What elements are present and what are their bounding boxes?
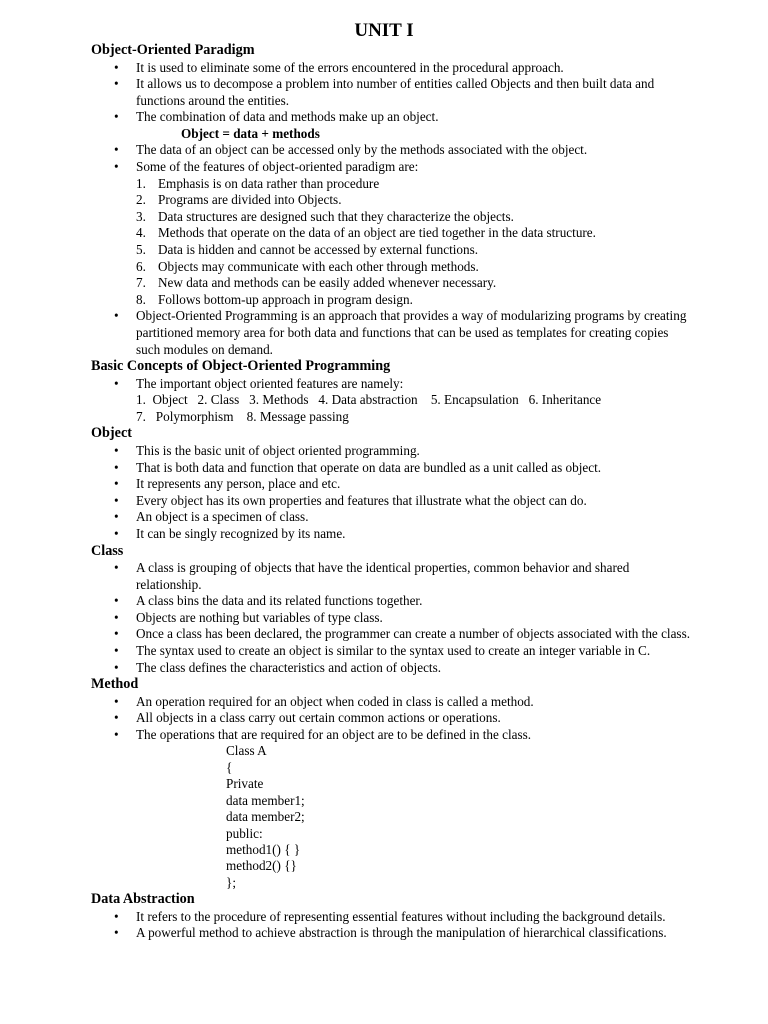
list-item: • Objects are nothing but variables of type class.: [91, 610, 691, 627]
code-sample: [91, 743, 691, 891]
list-item: • The combination of data and methods make up an object.: [91, 109, 691, 126]
feature-item: 4. Methods that operate on the data of an object are tied together in the data structure.: [136, 225, 596, 241]
list-item: • An operation required for an object when coded in class is called a method.: [91, 694, 691, 711]
list-item: • The important object oriented features are namely:: [91, 376, 691, 393]
list-item: • That is both data and function that operate on data are bundled as a unit called as object.: [91, 460, 691, 477]
list-item: • It refers to the procedure of representing essential features without including the background details.: [91, 909, 691, 926]
code-line: };: [226, 874, 236, 890]
list-item: • The operations that are required for an object are to be defined in the class.: [91, 727, 691, 744]
heading-object: Object: [91, 425, 132, 442]
features-line-1: 1. Object 2. Class 3. Methods 4. Data abstraction 5. Encapsulation 6. Inheritance: [136, 392, 602, 408]
list-item: • This is the basic unit of object oriented programming.: [91, 443, 691, 460]
feature-item: 2. Programs are divided into Objects.: [136, 192, 342, 208]
list-item: • Object-Oriented Programming is an approach that provides a way of modularizing programs by creating partitioned memory area for both data and functions that can be used as templates for creating copies such modules on demand.: [91, 308, 691, 358]
code-line: Class A: [226, 743, 267, 759]
list-item: • A powerful method to achieve abstraction is through the manipulation of hierarchical classifications.: [91, 925, 691, 942]
list-item: • It can be singly recognized by its name.: [91, 526, 691, 543]
code-line: public:: [226, 825, 263, 841]
code-line: data member1;: [226, 792, 305, 808]
feature-item: 8. Follows bottom-up approach in program design.: [136, 291, 413, 307]
oop-list-2: [91, 142, 691, 175]
content: [91, 42, 691, 942]
code-line: method1() { }: [226, 841, 301, 857]
list-item: • All objects in a class carry out certain common actions or operations.: [91, 710, 691, 727]
list-item: • The syntax used to create an object is similar to the syntax used to create an integer variable in C.: [91, 643, 691, 660]
formula: Object = data + methods: [181, 125, 320, 141]
code-line: {: [226, 759, 233, 775]
heading-data-abstraction: Data Abstraction: [91, 891, 195, 908]
list-item: • Every object has its own properties and features that illustrate what the object can do.: [91, 493, 691, 510]
features-list: [91, 176, 691, 309]
list-item: • It is used to eliminate some of the errors encountered in the procedural approach.: [91, 60, 691, 77]
code-line: Private: [226, 776, 264, 792]
code-line: method2() {}: [226, 858, 297, 874]
list-item: • Some of the features of object-oriented paradigm are:: [91, 159, 691, 176]
feature-item: 5. Data is hidden and cannot be accessed by external functions.: [136, 242, 479, 258]
basic-list: [91, 376, 691, 393]
heading-class: Class: [91, 542, 124, 559]
feature-item: 3. Data structures are designed such that they characterize the objects.: [136, 208, 514, 224]
list-item: • The class defines the characteristics and action of objects.: [91, 660, 691, 677]
object-list: [91, 443, 691, 543]
feature-item: 7. New data and methods can be easily added whenever necessary.: [136, 275, 497, 291]
list-item: • It allows us to decompose a problem into number of entities called Objects and then built data and functions around the entities.: [91, 76, 691, 109]
list-item: • The data of an object can be accessed only by the methods associated with the object.: [91, 142, 691, 159]
list-item: • It represents any person, place and etc.: [91, 476, 691, 493]
oop-list: [91, 60, 691, 126]
heading-basic-concepts: Basic Concepts of Object-Oriented Programming: [91, 358, 391, 375]
unit-title: UNIT I: [354, 20, 414, 41]
feature-item: 6. Objects may communicate with each other through methods.: [136, 258, 479, 274]
heading-method: Method: [91, 676, 139, 693]
code-line: data member2;: [226, 809, 305, 825]
abstraction-list: [91, 909, 691, 942]
feature-item: 1. Emphasis is on data rather than procedure: [136, 175, 380, 191]
method-list: [91, 694, 691, 744]
features-line-2: 7. Polymorphism 8. Message passing: [136, 408, 349, 424]
class-list: [91, 560, 691, 676]
list-item: • A class is grouping of objects that have the identical properties, common behavior and shared relationship.: [91, 560, 691, 593]
list-item: • Once a class has been declared, the programmer can create a number of objects associated with the class.: [91, 626, 691, 643]
heading-oop: Object-Oriented Paradigm: [91, 42, 255, 58]
list-item: • An object is a specimen of class.: [91, 509, 691, 526]
list-item: • A class bins the data and its related functions together.: [91, 593, 691, 610]
oop-list-3: [91, 308, 691, 358]
